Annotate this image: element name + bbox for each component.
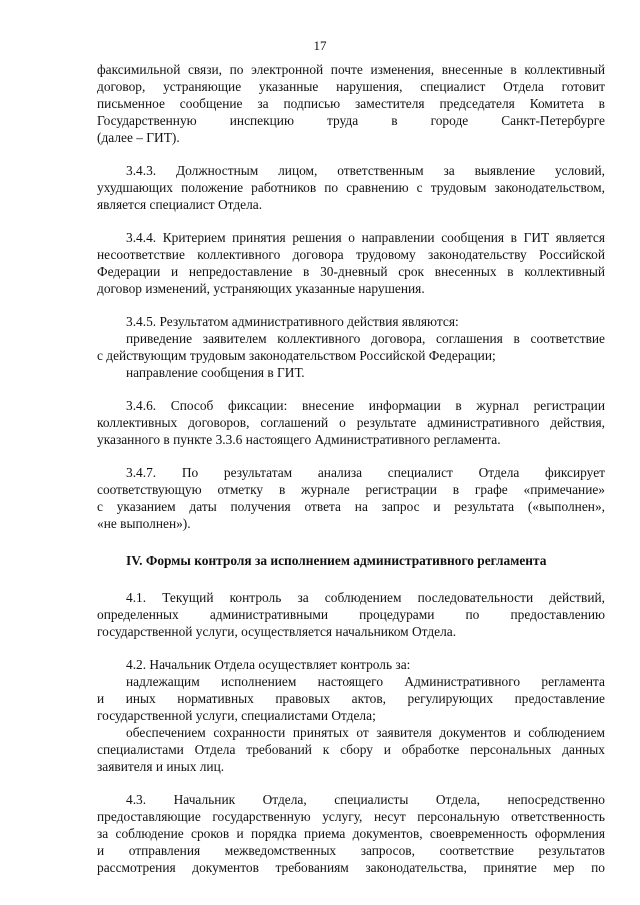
paragraph-p-4-2 bbox=[97, 656, 605, 775]
text-line: надлежащим исполнением настоящего Административного регламента bbox=[126, 674, 605, 689]
text-line: ухудшающих положение работников по сравнению с трудовым законодательством, bbox=[97, 180, 605, 195]
paragraph-p-3-4-7 bbox=[97, 464, 605, 532]
text-line: приведение заявителем коллективного договора, соглашения в соответствие bbox=[126, 331, 605, 346]
text-line: соответствующую отметку в журнале регистрации в графе «примечание» bbox=[97, 482, 605, 497]
paragraph-gap bbox=[97, 569, 605, 589]
text-line: 3.4.7. По результатам анализа специалист Отдела фиксирует bbox=[126, 465, 605, 480]
text-line: Федерации и непредоставление в 30-дневный срок внесенных в коллективный bbox=[97, 264, 605, 279]
paragraph-p-4-3 bbox=[97, 791, 605, 876]
paragraph-gap bbox=[97, 640, 605, 656]
section-heading: IV. Формы контроля за исполнением административного регламента bbox=[126, 553, 547, 568]
text-line: 4.1. Текущий контроль за соблюдением последовательности действий, bbox=[126, 590, 605, 605]
text-line: 3.4.5. Результатом административного действия являются: bbox=[126, 314, 459, 329]
text-line: государственной услуги, осуществляется начальником Отдела. bbox=[97, 624, 457, 639]
paragraph-p-3-4-6 bbox=[97, 397, 605, 448]
text-line: рассмотрения документов требованиям законодательства, принятие мер по bbox=[97, 860, 605, 875]
text-line: 3.4.4. Критерием принятия решения о направлении сообщения в ГИТ является bbox=[126, 230, 605, 245]
text-line: 3.4.6. Способ фиксации: внесение информации в журнал регистрации bbox=[126, 398, 605, 413]
text-line: за соблюдение сроков и порядка приема документов, своевременность оформления bbox=[97, 826, 605, 841]
paragraph-gap bbox=[97, 381, 605, 397]
text-line: 4.2. Начальник Отдела осуществляет контроль за: bbox=[126, 657, 411, 672]
paragraph-gap bbox=[97, 213, 605, 229]
text-line: коллективных договоров, соглашений о результате административного действия, bbox=[97, 415, 605, 430]
text-line: специалистами Отдела требований к сбору и обработке персональных данных bbox=[97, 742, 605, 757]
paragraph-gap bbox=[97, 297, 605, 313]
paragraph-p-cont bbox=[97, 61, 605, 146]
paragraph-gap bbox=[97, 146, 605, 162]
text-line: обеспечением сохранности принятых от заявителя документов и соблюдением bbox=[126, 725, 605, 740]
text-line: несоответствие коллективного договора трудовому законодательству Российской bbox=[97, 247, 605, 262]
text-line: определенных административными процедурами по предоставлению bbox=[97, 607, 605, 622]
document-body bbox=[97, 61, 605, 876]
paragraph-gap bbox=[97, 448, 605, 464]
text-line: и отправления межведомственных запросов, соответствие результатов bbox=[97, 843, 605, 858]
text-line: письменное сообщение за подписью заместителя председателя Комитета в bbox=[97, 96, 605, 111]
text-line: заявителя и иных лиц. bbox=[97, 759, 225, 774]
paragraph-gap bbox=[97, 775, 605, 791]
text-line: указанного в пункте 3.3.6 настоящего Административного регламента. bbox=[97, 432, 501, 447]
text-line: направление сообщения в ГИТ. bbox=[126, 365, 305, 380]
text-line: 3.4.3. Должностным лицом, ответственным за выявление условий, bbox=[126, 163, 605, 178]
page-number: 17 bbox=[313, 38, 327, 53]
paragraph-p-3-4-5 bbox=[97, 313, 605, 381]
text-line: договор, устраняющие указанные нарушения, специалист Отдела готовит bbox=[97, 79, 605, 94]
paragraph-p-3-4-4 bbox=[97, 229, 605, 297]
text-line: государственной услуги, специалистами Отдела; bbox=[97, 708, 376, 723]
text-line: факсимильной связи, по электронной почте изменения, внесенные в коллективный bbox=[97, 62, 605, 77]
text-line: Государственную инспекцию труда в городе Санкт-Петербурге bbox=[97, 113, 605, 128]
text-line: 4.3. Начальник Отдела, специалисты Отдела, непосредственно bbox=[126, 792, 605, 807]
text-line: «не выполнен»). bbox=[97, 516, 191, 531]
paragraph-p-4-1 bbox=[97, 589, 605, 640]
paragraph-p-3-4-3 bbox=[97, 162, 605, 213]
text-line: является специалист Отдела. bbox=[97, 197, 263, 212]
text-line: с действующим трудовым законодательством Российской Федерации; bbox=[97, 348, 496, 363]
text-line: предоставляющие государственную услугу, несут персональную ответственность bbox=[97, 809, 605, 824]
text-line: и иных нормативных правовых актов, регулирующих предоставление bbox=[97, 691, 605, 706]
text-line: договор изменений, устраняющих указанные нарушения. bbox=[97, 281, 425, 296]
text-line: с указанием даты получения ответа на запрос и результата («выполнен», bbox=[97, 499, 605, 514]
text-line: (далее – ГИТ). bbox=[97, 130, 180, 145]
paragraph-gap bbox=[97, 532, 605, 552]
